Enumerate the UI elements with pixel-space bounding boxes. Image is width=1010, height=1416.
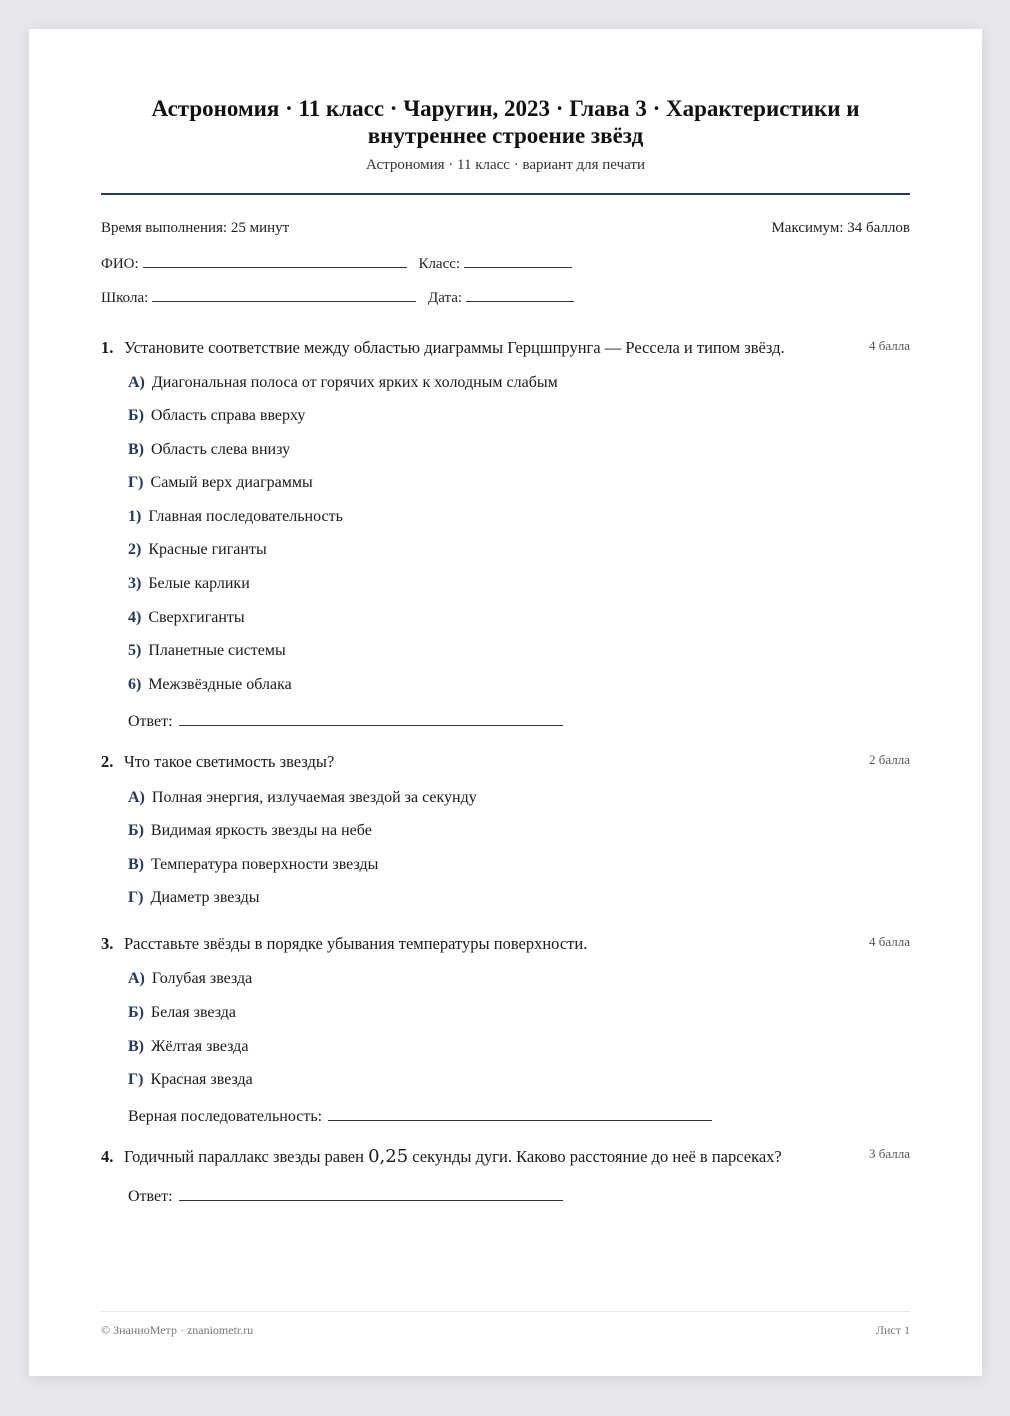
option-text: Сверхгиганты xyxy=(148,609,245,626)
fio-field[interactable] xyxy=(143,253,407,268)
option-item xyxy=(128,642,286,660)
answer-row xyxy=(128,1185,571,1206)
option-label: Г) xyxy=(128,889,144,906)
school-label: Школа: xyxy=(101,290,149,306)
option-label: 6) xyxy=(128,676,142,693)
question-2 xyxy=(101,752,910,772)
option-label: 5) xyxy=(128,642,142,659)
question-4 xyxy=(101,1146,910,1167)
option-label: А) xyxy=(128,970,145,987)
option-label: Г) xyxy=(128,474,144,491)
option-item xyxy=(128,508,343,526)
option-label: В) xyxy=(128,441,144,458)
option-item xyxy=(128,676,292,694)
question-text-after: секунды дуги. Каково расстояние до неё в парсеках? xyxy=(412,1147,782,1166)
question-points: 2 балла xyxy=(869,752,910,767)
question-number: 2. xyxy=(101,752,114,771)
class-label: Класс: xyxy=(418,256,461,272)
footer-divider xyxy=(101,1311,910,1312)
option-item xyxy=(128,1038,248,1056)
option-text: Полная энергия, излучаемая звездой за секунду xyxy=(151,789,477,806)
option-label: 1) xyxy=(128,508,142,525)
question-text-before: Годичный параллакс звезды равен xyxy=(124,1147,364,1166)
option-item xyxy=(128,856,378,874)
option-item xyxy=(128,407,305,425)
worksheet-page xyxy=(29,29,982,1376)
answer-row xyxy=(128,710,571,731)
option-item xyxy=(128,822,372,840)
answer-field[interactable] xyxy=(179,710,563,726)
answer-field[interactable] xyxy=(179,1185,563,1201)
question-3 xyxy=(101,934,910,954)
option-text: Красная звезда xyxy=(150,1071,253,1088)
option-item xyxy=(128,1004,236,1022)
option-text: Голубая звезда xyxy=(151,970,253,987)
option-item xyxy=(128,609,245,627)
option-text: Планетные системы xyxy=(148,642,286,659)
page-number: Лист 1 xyxy=(875,1323,910,1337)
name-class-row xyxy=(101,253,580,273)
option-text: Белая звезда xyxy=(150,1004,236,1021)
max-score: Максимум: 34 баллов xyxy=(771,220,910,236)
option-text: Область справа вверху xyxy=(150,407,306,424)
option-item xyxy=(128,541,267,559)
option-text: Самый верх диаграммы xyxy=(150,474,313,491)
option-text: Диагональная полоса от горячих ярких к холодным слабым xyxy=(151,374,558,391)
option-label: 3) xyxy=(128,575,142,592)
option-item xyxy=(128,789,477,807)
option-text: Область слева внизу xyxy=(151,441,291,458)
option-label: А) xyxy=(128,789,145,806)
school-date-row xyxy=(101,287,582,307)
school-field[interactable] xyxy=(152,287,416,302)
parallax-value: 0,25 xyxy=(368,1146,409,1167)
question-number: 4. xyxy=(101,1147,114,1166)
header-divider xyxy=(101,193,910,195)
question-points: 3 балла xyxy=(869,1146,910,1161)
question-points: 4 балла xyxy=(869,338,910,353)
option-label: А) xyxy=(128,374,145,391)
option-text: Температура поверхности звезды xyxy=(151,856,379,873)
option-label: Б) xyxy=(128,407,144,424)
question-number: 3. xyxy=(101,934,114,953)
option-text: Видимая яркость звезды на небе xyxy=(150,822,372,839)
page-footer xyxy=(101,1323,910,1338)
fio-label: ФИО: xyxy=(101,256,139,272)
option-item xyxy=(128,374,558,392)
page-subtitle: Астрономия · 11 класс · вариант для печати xyxy=(366,157,645,173)
option-text: Жёлтая звезда xyxy=(151,1038,249,1055)
meta-row xyxy=(101,220,910,237)
option-text: Белые карлики xyxy=(148,575,250,592)
option-label: Б) xyxy=(128,822,144,839)
question-text: Что такое светимость звезды? xyxy=(124,752,335,771)
option-label: 4) xyxy=(128,609,142,626)
page-title: Астрономия · 11 класс · Чаругин, 2023 · Глава 3 · Характеристики и внутреннее строение звёзд xyxy=(151,96,860,148)
question-points: 4 балла xyxy=(869,934,910,949)
option-text: Межзвёздные облака xyxy=(148,676,292,693)
answer-label: Верная последовательность: xyxy=(128,1108,323,1125)
option-item xyxy=(128,889,260,907)
option-item xyxy=(128,441,290,459)
answer-label: Ответ: xyxy=(128,1188,173,1205)
class-field[interactable] xyxy=(464,253,572,268)
option-label: Б) xyxy=(128,1004,144,1021)
footer-copyright: © ЗнаниоМетр · znaniometr.ru xyxy=(101,1323,254,1337)
option-text: Красные гиганты xyxy=(148,541,267,558)
answer-label: Ответ: xyxy=(128,713,173,730)
time-limit: Время выполнения: 25 минут xyxy=(101,220,290,236)
option-item xyxy=(128,970,252,988)
date-field[interactable] xyxy=(466,287,574,302)
option-text: Диаметр звезды xyxy=(150,889,260,906)
option-label: В) xyxy=(128,856,144,873)
option-label: Г) xyxy=(128,1071,144,1088)
date-label: Дата: xyxy=(428,290,463,306)
option-item xyxy=(128,1071,253,1089)
option-text: Главная последовательность xyxy=(148,508,343,525)
answer-row xyxy=(128,1105,720,1126)
sequence-answer-field[interactable] xyxy=(328,1105,712,1121)
question-text: Установите соответствие между областью диаграммы Герцшпрунга — Рессела и типом звёзд. xyxy=(124,338,785,357)
option-item xyxy=(128,575,250,593)
question-1 xyxy=(101,338,910,358)
option-label: В) xyxy=(128,1038,144,1055)
question-text: Расставьте звёзды в порядке убывания температуры поверхности. xyxy=(124,934,588,953)
question-number: 1. xyxy=(101,338,114,357)
option-item xyxy=(128,474,313,492)
option-label: 2) xyxy=(128,541,142,558)
